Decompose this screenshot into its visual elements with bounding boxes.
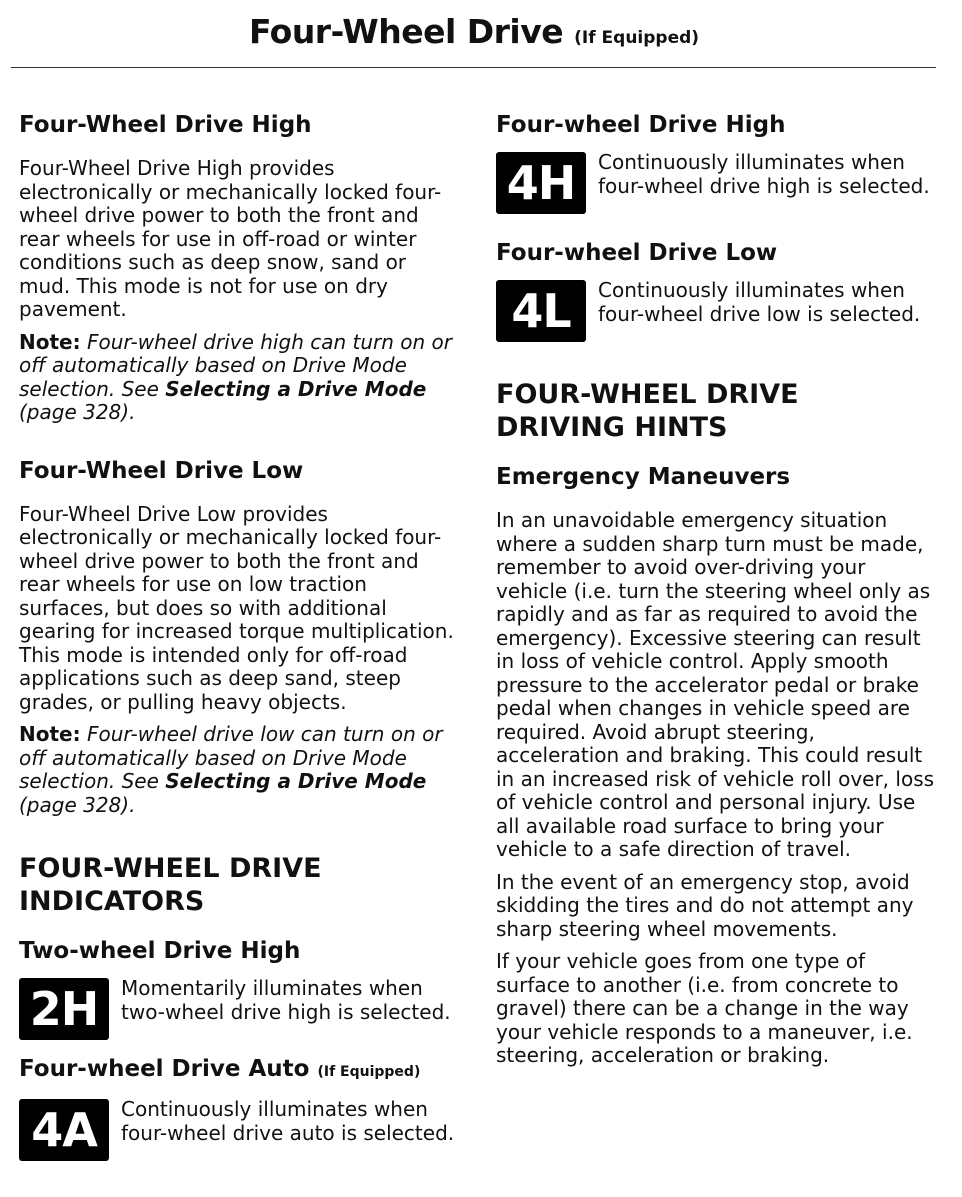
left-column — [19, 110, 459, 1175]
section-heading-text: Four-wheel Drive Auto — [19, 1056, 310, 1082]
section-heading: Two-wheel Drive High — [19, 938, 301, 964]
indicator-row — [19, 978, 459, 1040]
section-four-wheel-drive-auto — [19, 1054, 459, 1161]
note-label: Note: — [19, 722, 81, 746]
section-heading: Four-wheel Drive High — [496, 112, 786, 138]
section-heading-suffix: (If Equipped) — [317, 1064, 421, 1080]
4l-indicator-icon: 4L — [496, 280, 586, 342]
cross-reference-link[interactable]: Selecting a Drive Mode — [165, 376, 427, 401]
section-four-wheel-high-indicator — [496, 110, 936, 214]
indicators-heading: FOUR-WHEEL DRIVE INDICATORS — [19, 853, 322, 917]
page-reference: (page 328). — [19, 792, 136, 817]
note-text: Four-wheel drive low can turn on or off automatically based on Drive Mode selection. See — [19, 722, 443, 793]
title-divider — [11, 67, 936, 68]
section-heading — [19, 1054, 459, 1087]
indicator-row — [496, 280, 936, 342]
note — [19, 331, 459, 425]
paragraph: If your vehicle goes from one type of surface to another (i.e. from concrete to gravel) there can be a change in the way your vehicle responds to a maneuver, i.e. steering, acceleration or braking. — [496, 949, 913, 1067]
section-four-wheel-drive-low — [19, 456, 459, 818]
4h-indicator-icon: 4H — [496, 152, 586, 214]
section-body: Four-Wheel Drive High provides electronically or mechanically locked four-wheel drive power to both the front and rear wheels for use in off-road or winter conditions such as deep snow, sand or mud. This mode is not for use on dry pavement. — [19, 156, 442, 321]
page-title-text: Four-Wheel Drive — [248, 12, 564, 51]
indicator-row — [496, 152, 936, 214]
section-heading: Four-Wheel Drive High — [19, 112, 312, 138]
paragraph: In an unavoidable emergency situation where a sudden sharp turn must be made, remember to avoid over-driving your vehicle (i.e. turn the steering wheel only as rapidly and as far as required to avoid the emergency). Excessive steering can result in loss of vehicle control. Apply smooth pressure to the accelerator pedal or brake pedal when changes in vehicle speed are required. Avoid abrupt steering, acceleration and braking. This could result in an increased risk of vehicle roll over, loss of vehicle control and personal injury. Use all available road surface to bring your vehicle to a safe direction of travel. — [496, 508, 935, 861]
cross-reference-link[interactable]: Selecting a Drive Mode — [165, 769, 427, 793]
section-heading: Emergency Maneuvers — [496, 464, 791, 490]
section-two-wheel-drive-high — [19, 936, 459, 1040]
section-four-wheel-drive-high — [19, 110, 459, 425]
note — [19, 723, 459, 817]
section-heading: Four-Wheel Drive Low — [19, 457, 304, 484]
indicator-description: Continuously illuminates when four-wheel drive low is selected. — [598, 278, 921, 326]
page-title — [0, 12, 948, 51]
note-label: Note: — [19, 329, 81, 354]
hints-heading: FOUR-WHEEL DRIVE DRIVING HINTS — [496, 379, 799, 443]
section-four-wheel-low-indicator — [496, 238, 936, 342]
indicator-description: Continuously illuminates when four-wheel drive auto is selected. — [121, 1097, 455, 1145]
4a-indicator-icon: 4A — [19, 1099, 109, 1161]
2h-indicator-icon: 2H — [19, 978, 109, 1040]
paragraph: In the event of an emergency stop, avoid skidding the tires and do not attempt any sharp steering wheel movements. — [496, 869, 914, 941]
note-text: Four-wheel drive high can turn on or off automatically based on Drive Mode selection. See — [19, 329, 453, 401]
indicator-description: Momentarily illuminates when two-wheel drive high is selected. — [121, 976, 451, 1024]
section-body: Four-Wheel Drive Low provides electronically or mechanically locked four-wheel drive power to both the front and rear wheels for use on low traction surfaces, but does so with additional gearing for increased torque multiplication. This mode is intended only for off-road applications such as deep sand, steep grades, or pulling heavy objects. — [19, 501, 454, 714]
right-column — [496, 110, 936, 1077]
section-emergency-maneuvers — [496, 462, 936, 1068]
section-heading: Four-wheel Drive Low — [496, 240, 778, 266]
indicator-row — [19, 1099, 459, 1161]
page-title-suffix: (If Equipped) — [574, 28, 700, 48]
page-reference: (page 328). — [19, 400, 136, 424]
indicator-description: Continuously illuminates when four-wheel drive high is selected. — [598, 150, 930, 198]
